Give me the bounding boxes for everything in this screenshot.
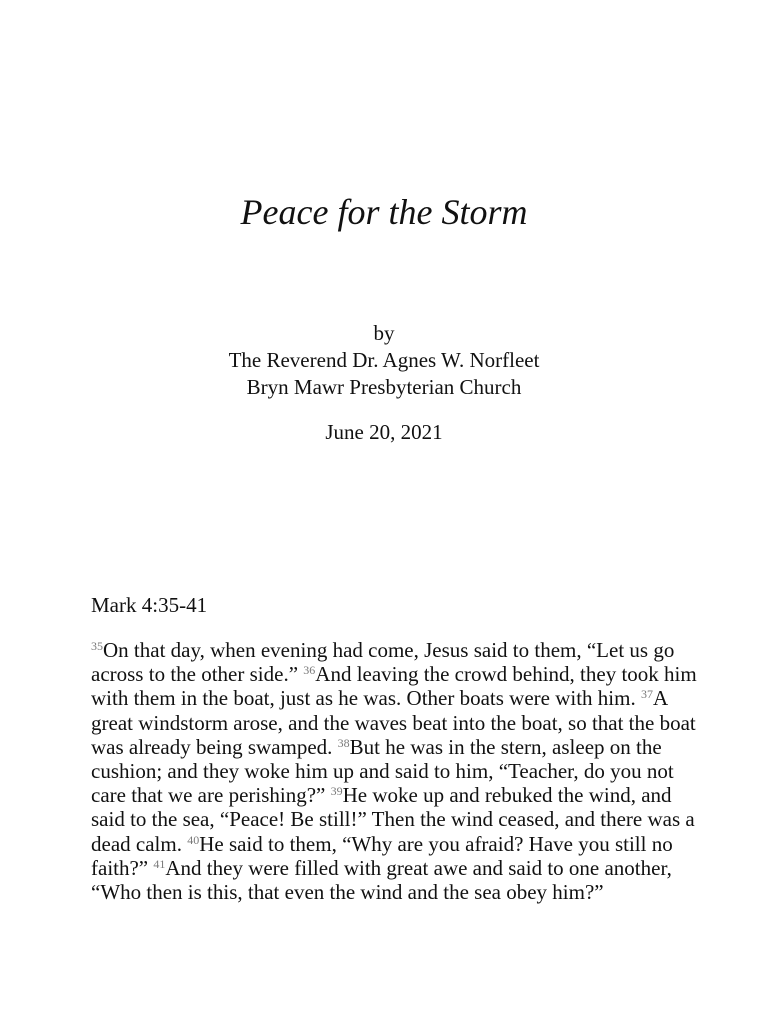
church-name: Bryn Mawr Presbyterian Church — [246, 375, 522, 399]
passage-line — [91, 686, 691, 710]
passage-line — [91, 856, 691, 880]
verse-text: great windstorm arose, and the waves beat into the boat, so that the boat — [91, 710, 696, 735]
verse-number: 41 — [153, 856, 166, 871]
verse-text: And they were filled with great awe and said to one another, — [165, 855, 672, 880]
scripture-reference: Mark 4:35-41 — [91, 593, 208, 617]
passage-line — [91, 710, 696, 735]
verse-text: cushion; and they woke him up and said to him, “Teacher, do you not — [91, 759, 674, 784]
verse-text: He woke up and rebuked the wind, and — [342, 783, 672, 808]
verse-text: with them in the boat, just as he was. Other boats were with him. — [91, 686, 641, 711]
verse-number: 37 — [640, 687, 653, 702]
verse-text: “Who then is this, that even the wind and the sea obey him?” — [91, 880, 604, 905]
passage-line — [91, 662, 697, 687]
sermon-date: June 20, 2021 — [325, 420, 443, 444]
verse-text: was already being swamped. — [91, 734, 338, 759]
verse-number: 36 — [303, 663, 316, 678]
byline-by: by — [373, 321, 395, 345]
verse-number: 39 — [330, 784, 343, 799]
verse-text: A — [652, 686, 669, 711]
verse-text: He said to them, “Why are you afraid? Have you still no — [199, 831, 673, 856]
sermon-title: Peace for the Storm — [240, 192, 528, 232]
passage-line — [91, 783, 691, 807]
verse-number: 35 — [91, 639, 103, 653]
verse-text: dead calm. — [91, 831, 188, 856]
verse-number: 38 — [337, 735, 350, 750]
verse-text: faith?” — [91, 855, 154, 880]
byline-block — [0, 320, 768, 401]
verse-text: On that day, when evening had come, Jesus said to them, “Let us go — [103, 638, 675, 662]
verse-text: care that we are perishing?” — [91, 783, 331, 808]
verse-text: said to the sea, “Peace! Be still!” Then the wind ceased, and there was a — [91, 807, 695, 832]
passage-line — [91, 638, 691, 662]
passage-line — [91, 832, 691, 856]
verse-text: But he was in the stern, asleep on the — [349, 734, 662, 759]
passage-line — [91, 807, 695, 832]
passage-line — [91, 880, 691, 904]
passage-line — [91, 759, 691, 783]
verse-text: And leaving the crowd behind, they took him — [315, 662, 697, 687]
verse-number: 40 — [187, 832, 200, 847]
verse-text: across to the other side.” — [91, 662, 304, 687]
passage-line — [91, 735, 691, 759]
scripture-passage — [91, 638, 697, 905]
author-name: The Reverend Dr. Agnes W. Norfleet — [228, 348, 540, 372]
